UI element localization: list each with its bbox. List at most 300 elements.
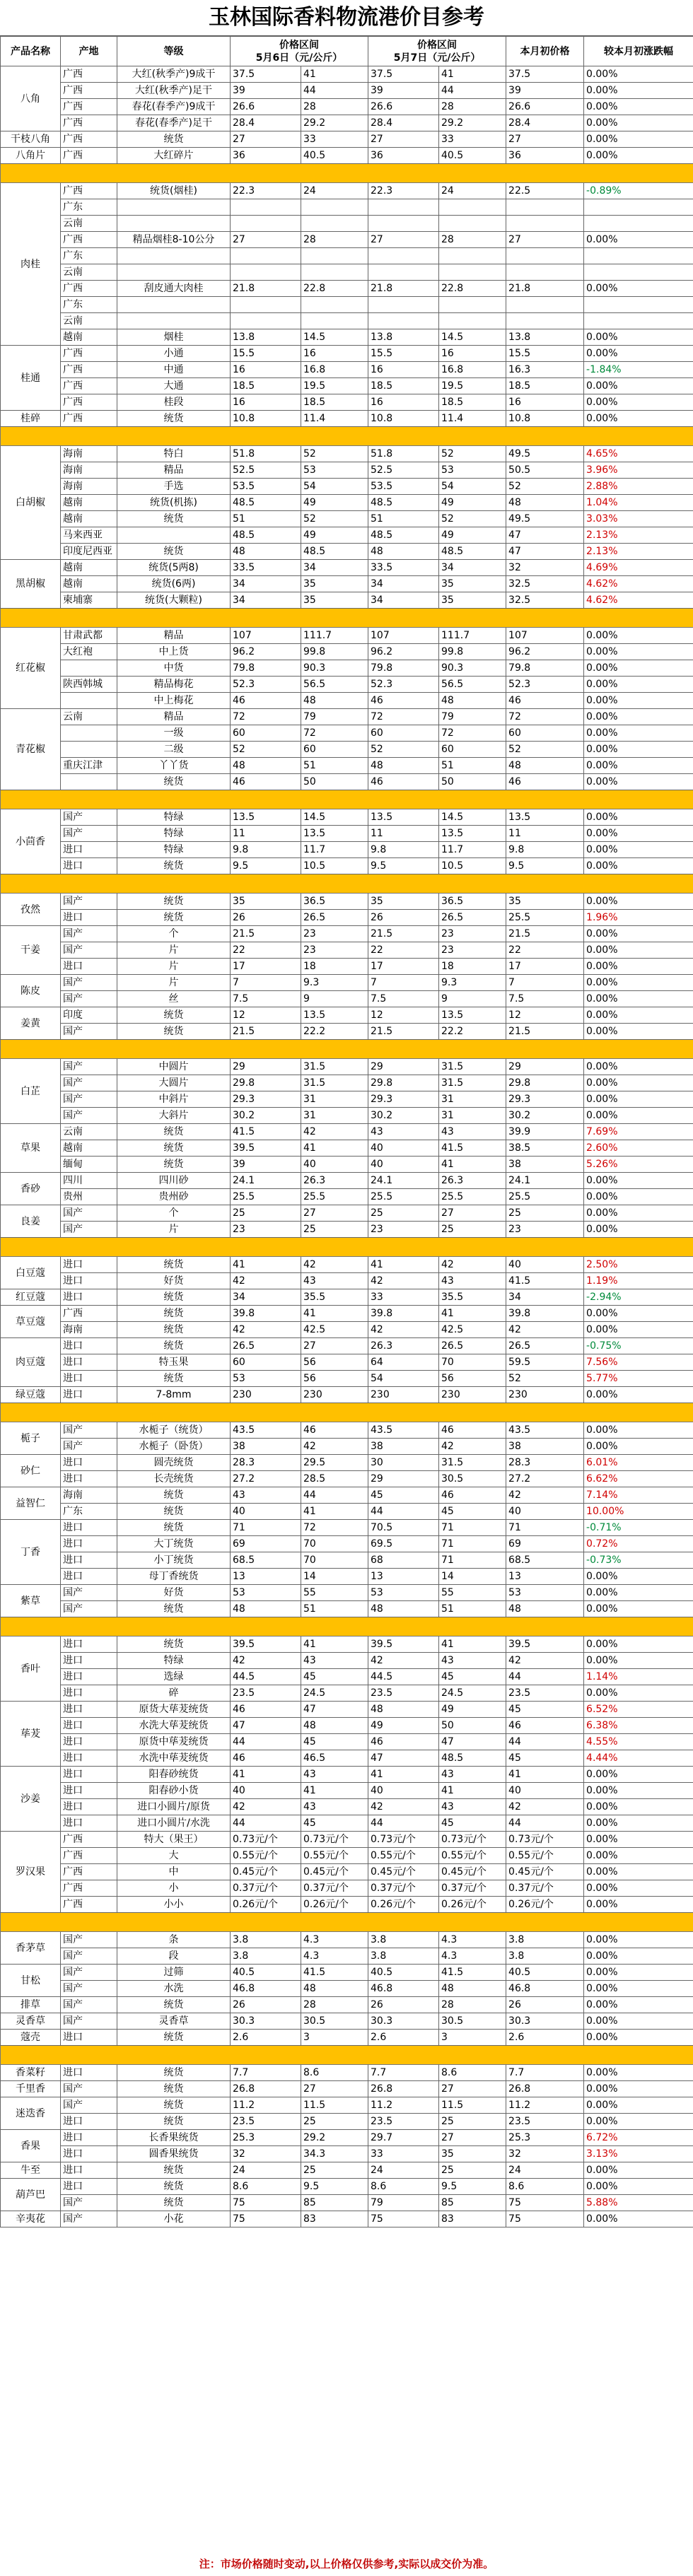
grade-cell: 大 <box>117 1848 231 1864</box>
low-price-d1: 48.5 <box>231 495 301 511</box>
table-row <box>1 725 693 742</box>
low-price-d2: 51 <box>368 511 439 527</box>
low-price-d1: 44.5 <box>231 1669 301 1685</box>
change-pct: 0.00% <box>584 926 693 942</box>
origin-cell: 国产 <box>61 942 117 959</box>
table-row <box>1 942 693 959</box>
grade-cell: 精品烟桂8-10公分 <box>117 232 231 248</box>
table-row <box>1 660 693 677</box>
table-row <box>1 677 693 693</box>
high-price-d2: 52 <box>439 511 506 527</box>
low-price-d2: 230 <box>368 1387 439 1403</box>
low-price-d2: 38 <box>368 1439 439 1455</box>
change-pct: 0.00% <box>584 1767 693 1783</box>
high-price-d1: 0.45元/个 <box>301 1864 368 1880</box>
low-price-d2: 40 <box>368 1140 439 1157</box>
grade-cell: 中上梅花 <box>117 693 231 709</box>
high-price-d2: 99.8 <box>439 644 506 660</box>
table-row <box>1 1273 693 1289</box>
init-price: 42 <box>506 1487 584 1504</box>
grade-cell: 进口小圆片/水洗 <box>117 1815 231 1832</box>
change-pct: 0.00% <box>584 1601 693 1617</box>
init-price: 7 <box>506 975 584 991</box>
origin-cell: 国产 <box>61 926 117 942</box>
separator-cell <box>1 2046 693 2065</box>
high-price-d1: 27 <box>301 2081 368 2097</box>
table-row <box>1 926 693 942</box>
change-pct: -0.73% <box>584 1552 693 1569</box>
product-name: 干枝八角 <box>1 131 61 148</box>
table-row <box>1 742 693 758</box>
high-price-d1: 41 <box>301 1637 368 1653</box>
grade-cell: 统货 <box>117 2179 231 2195</box>
high-price-d1: 99.8 <box>301 644 368 660</box>
table-row <box>1 544 693 560</box>
change-pct: 0.00% <box>584 1422 693 1439</box>
section-separator <box>1 427 693 446</box>
high-price-d1: 41 <box>301 1140 368 1157</box>
change-pct: -0.89% <box>584 183 693 199</box>
init-price: 49.5 <box>506 511 584 527</box>
product-name: 荜茇 <box>1 1702 61 1767</box>
origin-cell: 进口 <box>61 2114 117 2130</box>
high-price-d2: 35 <box>439 592 506 609</box>
origin-cell: 进口 <box>61 2130 117 2146</box>
low-price-d2: 0.73元/个 <box>368 1832 439 1848</box>
high-price-d2: 14.5 <box>439 809 506 826</box>
high-price-d1 <box>301 216 368 232</box>
low-price-d1: 43 <box>231 1487 301 1504</box>
origin-cell: 国产 <box>61 894 117 910</box>
low-price-d2: 43 <box>368 1124 439 1140</box>
grade-cell: 统货 <box>117 2030 231 2046</box>
high-price-d2: 31 <box>439 1091 506 1108</box>
change-pct: 0.00% <box>584 115 693 131</box>
table-row <box>1 1091 693 1108</box>
high-price-d1: 41 <box>301 1783 368 1799</box>
low-price-d1: 48 <box>231 544 301 560</box>
table-row <box>1 83 693 99</box>
product-name: 千里香 <box>1 2081 61 2097</box>
high-price-d2: 49 <box>439 527 506 544</box>
high-price-d1: 18 <box>301 959 368 975</box>
table-row <box>1 199 693 216</box>
origin-cell: 进口 <box>61 1799 117 1815</box>
change-pct: 0.00% <box>584 725 693 742</box>
col-date2 <box>368 37 506 66</box>
origin-cell: 广西 <box>61 281 117 297</box>
change-pct: 6.01% <box>584 1455 693 1471</box>
grade-cell: 春花(春季产)9成干 <box>117 99 231 115</box>
low-price-d2: 53.5 <box>368 479 439 495</box>
origin-cell: 广西 <box>61 148 117 164</box>
grade-cell: 水栀子（卧货） <box>117 1439 231 1455</box>
product-name: 肉桂 <box>1 183 61 346</box>
high-price-d2: 22.2 <box>439 1024 506 1040</box>
init-price: 52 <box>506 742 584 758</box>
init-price: 42 <box>506 1653 584 1669</box>
section-separator <box>1 1238 693 1257</box>
low-price-d1: 37.5 <box>231 66 301 83</box>
origin-cell: 国产 <box>61 991 117 1007</box>
low-price-d2 <box>368 264 439 281</box>
high-price-d2: 49 <box>439 495 506 511</box>
product-name: 沙姜 <box>1 1767 61 1832</box>
grade-cell: 特绿 <box>117 842 231 858</box>
init-price: 47 <box>506 527 584 544</box>
grade-cell: 水洗 <box>117 1981 231 1997</box>
low-price-d1: 0.45元/个 <box>231 1864 301 1880</box>
low-price-d2: 45 <box>368 1487 439 1504</box>
high-price-d2: 29.2 <box>439 115 506 131</box>
high-price-d2: 55 <box>439 1585 506 1601</box>
init-price: 44 <box>506 1669 584 1685</box>
init-price: 47 <box>506 544 584 560</box>
grade-cell: 统货 <box>117 1289 231 1306</box>
change-pct: 7.69% <box>584 1124 693 1140</box>
table-row <box>1 1371 693 1387</box>
init-price: 39.8 <box>506 1306 584 1322</box>
origin-cell <box>61 742 117 758</box>
table-row <box>1 232 693 248</box>
product-name: 桂通 <box>1 346 61 411</box>
high-price-d2: 40.5 <box>439 148 506 164</box>
origin-cell: 国产 <box>61 2211 117 2227</box>
init-price: 23 <box>506 1222 584 1238</box>
table-row <box>1 1783 693 1799</box>
init-price: 32.5 <box>506 592 584 609</box>
high-price-d2: 71 <box>439 1536 506 1552</box>
change-pct: 0.00% <box>584 131 693 148</box>
high-price-d1: 33 <box>301 131 368 148</box>
origin-cell: 广西 <box>61 232 117 248</box>
high-price-d2: 72 <box>439 725 506 742</box>
origin-cell: 国产 <box>61 1024 117 1040</box>
change-pct: 4.69% <box>584 560 693 576</box>
low-price-d1: 39.8 <box>231 1306 301 1322</box>
high-price-d2: 13.5 <box>439 1007 506 1024</box>
grade-cell: 片 <box>117 975 231 991</box>
high-price-d1: 45 <box>301 1734 368 1750</box>
table-row <box>1 131 693 148</box>
low-price-d2: 60 <box>368 725 439 742</box>
grade-cell: 贵州砂 <box>117 1189 231 1205</box>
grade-cell: 统货 <box>117 1007 231 1024</box>
high-price-d1: 43 <box>301 1799 368 1815</box>
origin-cell: 进口 <box>61 910 117 926</box>
high-price-d1: 40 <box>301 1157 368 1173</box>
table-row <box>1 1750 693 1767</box>
change-pct: 0.00% <box>584 842 693 858</box>
low-price-d1: 40 <box>231 1504 301 1520</box>
high-price-d1: 14 <box>301 1569 368 1585</box>
origin-cell: 广西 <box>61 1897 117 1913</box>
high-price-d1: 72 <box>301 725 368 742</box>
table-header <box>1 37 693 66</box>
table-row <box>1 264 693 281</box>
change-pct: 0.00% <box>584 628 693 644</box>
low-price-d1: 46 <box>231 774 301 790</box>
high-price-d2: 18.5 <box>439 394 506 411</box>
grade-cell: 圆壳统货 <box>117 1455 231 1471</box>
high-price-d1: 18.5 <box>301 394 368 411</box>
origin-cell: 国产 <box>61 1075 117 1091</box>
low-price-d2: 39.8 <box>368 1306 439 1322</box>
product-name: 草豆蔻 <box>1 1306 61 1338</box>
origin-cell: 国产 <box>61 1932 117 1948</box>
table-row <box>1 1024 693 1040</box>
grade-cell: 大圆片 <box>117 1075 231 1091</box>
separator-cell <box>1 1238 693 1257</box>
high-price-d1: 34 <box>301 560 368 576</box>
low-price-d2: 8.6 <box>368 2179 439 2195</box>
change-pct: 4.62% <box>584 576 693 592</box>
table-row <box>1 1124 693 1140</box>
separator-cell <box>1 1617 693 1637</box>
high-price-d1: 46.5 <box>301 1750 368 1767</box>
change-pct: 0.00% <box>584 894 693 910</box>
origin-cell: 广西 <box>61 1832 117 1848</box>
init-price: 13 <box>506 1569 584 1585</box>
table-row <box>1 1734 693 1750</box>
table-row <box>1 1173 693 1189</box>
low-price-d1 <box>231 297 301 313</box>
low-price-d1: 48 <box>231 1601 301 1617</box>
high-price-d2: 48 <box>439 1981 506 1997</box>
high-price-d1: 51 <box>301 1601 368 1617</box>
high-price-d1: 16.8 <box>301 362 368 378</box>
init-price: 29 <box>506 1059 584 1075</box>
grade-cell: 统货 <box>117 511 231 527</box>
low-price-d1: 25.3 <box>231 2130 301 2146</box>
product-name: 香果 <box>1 2130 61 2162</box>
col-product: 产品名称 <box>1 37 61 66</box>
origin-cell: 四川 <box>61 1173 117 1189</box>
init-price: 9.8 <box>506 842 584 858</box>
init-price: 0.26元/个 <box>506 1897 584 1913</box>
product-name: 黑胡椒 <box>1 560 61 609</box>
low-price-d2: 9.5 <box>368 858 439 874</box>
low-price-d1: 25.5 <box>231 1189 301 1205</box>
low-price-d2: 48.5 <box>368 495 439 511</box>
low-price-d2: 47 <box>368 1750 439 1767</box>
low-price-d2: 7 <box>368 975 439 991</box>
table-row <box>1 1354 693 1371</box>
high-price-d2: 25 <box>439 2162 506 2179</box>
origin-cell: 广西 <box>61 1848 117 1864</box>
grade-cell: 精品 <box>117 709 231 725</box>
change-pct: 0.00% <box>584 1189 693 1205</box>
low-price-d2: 26 <box>368 1997 439 2013</box>
table-row <box>1 2211 693 2227</box>
change-pct: 0.00% <box>584 2114 693 2130</box>
low-price-d1: 96.2 <box>231 644 301 660</box>
origin-cell: 国产 <box>61 1091 117 1108</box>
table-row <box>1 592 693 609</box>
change-pct: 2.88% <box>584 479 693 495</box>
high-price-d1: 56 <box>301 1371 368 1387</box>
origin-cell: 广西 <box>61 99 117 115</box>
change-pct: 0.00% <box>584 826 693 842</box>
change-pct: 0.00% <box>584 1783 693 1799</box>
grade-cell: 统货 <box>117 1322 231 1338</box>
high-price-d1: 43 <box>301 1767 368 1783</box>
low-price-d2: 36 <box>368 148 439 164</box>
low-price-d2: 29.7 <box>368 2130 439 2146</box>
low-price-d1: 27 <box>231 131 301 148</box>
low-price-d2: 33 <box>368 2146 439 2162</box>
grade-cell: 手选 <box>117 479 231 495</box>
table-row <box>1 1669 693 1685</box>
grade-cell: 特绿 <box>117 1653 231 1669</box>
table-row <box>1 446 693 462</box>
low-price-d2: 24 <box>368 2162 439 2179</box>
col-origin: 产地 <box>61 37 117 66</box>
init-price: 12 <box>506 1007 584 1024</box>
high-price-d1: 55 <box>301 1585 368 1601</box>
high-price-d2 <box>439 248 506 264</box>
init-price: 26.8 <box>506 2081 584 2097</box>
low-price-d2: 52 <box>368 742 439 758</box>
high-price-d2: 48.5 <box>439 544 506 560</box>
low-price-d1: 0.37元/个 <box>231 1880 301 1897</box>
high-price-d2: 9 <box>439 991 506 1007</box>
origin-cell: 重庆江津 <box>61 758 117 774</box>
high-price-d1 <box>301 199 368 216</box>
high-price-d1: 19.5 <box>301 378 368 394</box>
low-price-d1: 27.2 <box>231 1471 301 1487</box>
init-price: 17 <box>506 959 584 975</box>
origin-cell: 进口 <box>61 1354 117 1371</box>
low-price-d2: 79.8 <box>368 660 439 677</box>
low-price-d1: 24.1 <box>231 1173 301 1189</box>
low-price-d2: 42 <box>368 1322 439 1338</box>
low-price-d1: 75 <box>231 2195 301 2211</box>
origin-cell: 越南 <box>61 329 117 346</box>
origin-cell <box>61 660 117 677</box>
high-price-d2: 4.3 <box>439 1932 506 1948</box>
table-row <box>1 2065 693 2081</box>
low-price-d2: 46.8 <box>368 1981 439 1997</box>
product-name: 香茅草 <box>1 1932 61 1965</box>
low-price-d1: 12 <box>231 1007 301 1024</box>
high-price-d1: 22.8 <box>301 281 368 297</box>
low-price-d2: 7.5 <box>368 991 439 1007</box>
init-price: 21.8 <box>506 281 584 297</box>
low-price-d2: 25.5 <box>368 1189 439 1205</box>
origin-cell: 海南 <box>61 446 117 462</box>
low-price-d2: 13.8 <box>368 329 439 346</box>
init-price <box>506 199 584 216</box>
grade-cell: 统货 <box>117 544 231 560</box>
price-table <box>0 36 693 2227</box>
origin-cell: 贵州 <box>61 1189 117 1205</box>
grade-cell <box>117 248 231 264</box>
init-price: 39.9 <box>506 1124 584 1140</box>
low-price-d2: 40 <box>368 1783 439 1799</box>
grade-cell: 统货 <box>117 2097 231 2114</box>
high-price-d2: 0.45元/个 <box>439 1864 506 1880</box>
product-name: 青花椒 <box>1 709 61 790</box>
origin-cell: 国产 <box>61 1222 117 1238</box>
init-price: 26 <box>506 1997 584 2013</box>
low-price-d1: 42 <box>231 1273 301 1289</box>
table-row <box>1 1799 693 1815</box>
low-price-d1: 46 <box>231 1750 301 1767</box>
change-pct: 0.00% <box>584 1997 693 2013</box>
product-name: 桂碎 <box>1 411 61 427</box>
high-price-d2: 49 <box>439 1702 506 1718</box>
high-price-d2: 26.5 <box>439 1338 506 1354</box>
high-price-d2: 41 <box>439 1637 506 1653</box>
high-price-d1: 27 <box>301 1205 368 1222</box>
grade-cell: 二级 <box>117 742 231 758</box>
low-price-d2: 46 <box>368 774 439 790</box>
low-price-d1: 7 <box>231 975 301 991</box>
product-name: 辛夷花 <box>1 2211 61 2227</box>
origin-cell: 进口 <box>61 2162 117 2179</box>
change-pct: 0.00% <box>584 411 693 427</box>
high-price-d1: 30.5 <box>301 2013 368 2030</box>
table-row <box>1 1222 693 1238</box>
origin-cell: 进口 <box>61 1637 117 1653</box>
product-name: 肉豆蔻 <box>1 1338 61 1387</box>
change-pct: 5.88% <box>584 2195 693 2211</box>
low-price-d1: 2.6 <box>231 2030 301 2046</box>
product-name: 小茴香 <box>1 809 61 874</box>
origin-cell: 广西 <box>61 183 117 199</box>
table-row <box>1 1653 693 1669</box>
high-price-d2: 27 <box>439 2130 506 2146</box>
high-price-d1: 230 <box>301 1387 368 1403</box>
col-grade: 等级 <box>117 37 231 66</box>
change-pct: 0.00% <box>584 858 693 874</box>
high-price-d2: 54 <box>439 479 506 495</box>
low-price-d2: 69.5 <box>368 1536 439 1552</box>
high-price-d1: 85 <box>301 2195 368 2211</box>
low-price-d1: 33.5 <box>231 560 301 576</box>
low-price-d1: 30.2 <box>231 1108 301 1124</box>
separator-cell <box>1 1913 693 1932</box>
low-price-d1: 13.8 <box>231 329 301 346</box>
low-price-d2 <box>368 216 439 232</box>
init-price: 25.5 <box>506 910 584 926</box>
product-name: 香砂 <box>1 1173 61 1205</box>
grade-cell: 段 <box>117 1948 231 1965</box>
init-price: 22.5 <box>506 183 584 199</box>
table-row <box>1 2030 693 2046</box>
table-body <box>1 66 693 2227</box>
init-price: 34 <box>506 1289 584 1306</box>
grade-cell: 一级 <box>117 725 231 742</box>
table-row <box>1 1997 693 2013</box>
table-row <box>1 1306 693 1322</box>
high-price-d1: 46 <box>301 1422 368 1439</box>
low-price-d1: 26.8 <box>231 2081 301 2097</box>
origin-cell: 进口 <box>61 1257 117 1273</box>
init-price: 75 <box>506 2195 584 2211</box>
grade-cell: 好货 <box>117 1273 231 1289</box>
change-pct: 2.60% <box>584 1140 693 1157</box>
table-row <box>1 975 693 991</box>
low-price-d2: 30.2 <box>368 1108 439 1124</box>
low-price-d2: 48 <box>368 1601 439 1617</box>
table-row <box>1 1718 693 1734</box>
change-pct: 6.72% <box>584 2130 693 2146</box>
low-price-d2: 40 <box>368 1157 439 1173</box>
high-price-d2: 35 <box>439 576 506 592</box>
table-row <box>1 1422 693 1439</box>
